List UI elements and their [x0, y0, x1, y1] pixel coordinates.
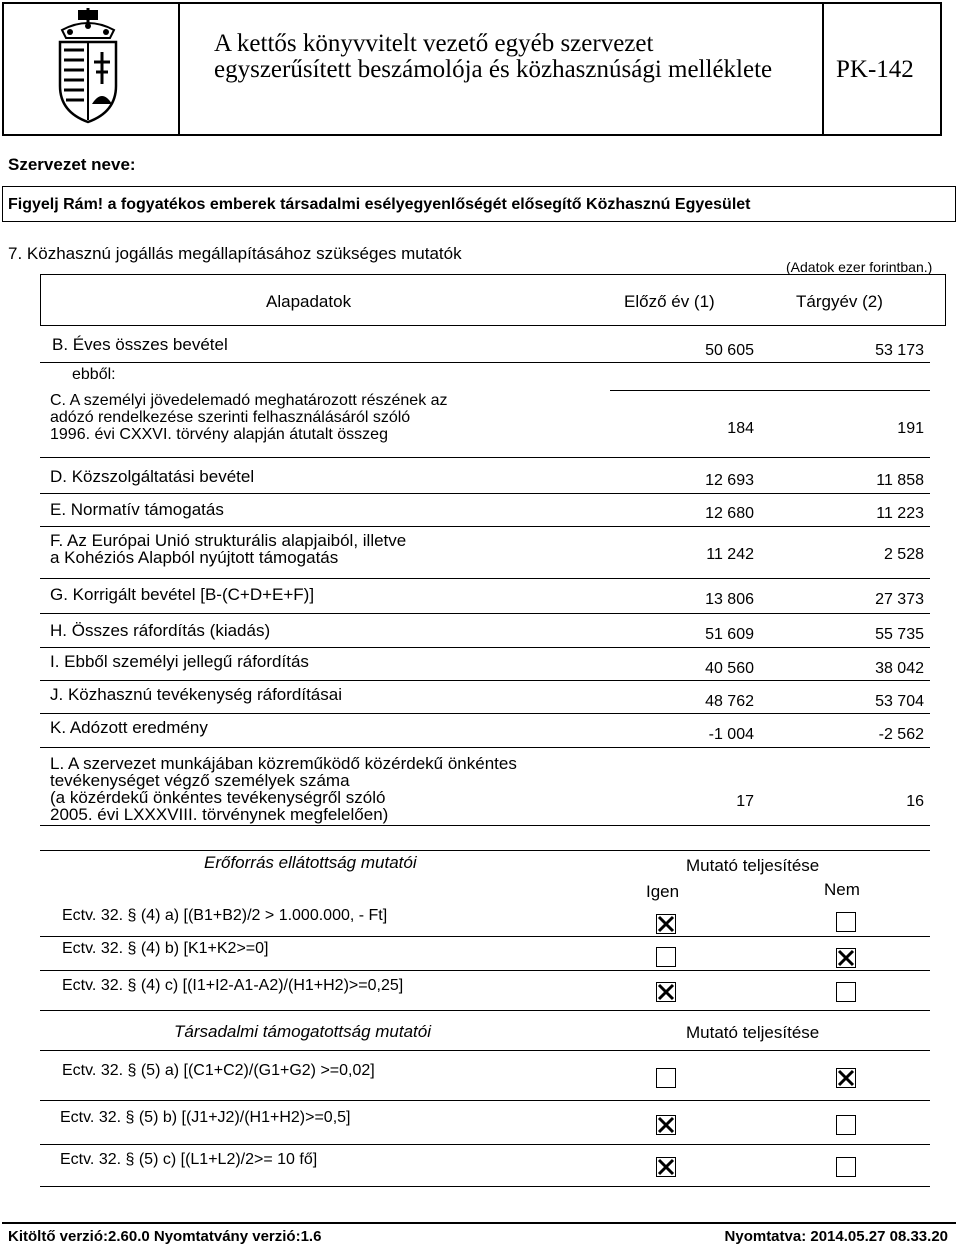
row-divider	[40, 970, 930, 971]
row-e-label: E. Normatív támogatás	[50, 500, 224, 519]
social-a-label: Ectv. 32. § (5) a) [(C1+C2)/(G1+G2) >=0,02]	[62, 1062, 375, 1079]
row-j-label: J. Közhasznú tevékenység ráfordításai	[50, 685, 342, 704]
row-k-prev: -1 004	[708, 726, 754, 743]
header-divider	[178, 2, 180, 134]
row-divider	[40, 747, 930, 748]
row-j-prev: 48 762	[705, 693, 754, 710]
row-d-prev: 12 693	[705, 472, 754, 489]
row-divider	[40, 1186, 930, 1187]
resource-c-no-checkbox[interactable]	[836, 982, 856, 1002]
row-divider	[40, 1050, 930, 1051]
no-header: Nem	[824, 880, 860, 899]
form-code: PK-142	[836, 56, 914, 83]
resource-a-label: Ectv. 32. § (4) a) [(B1+B2)/2 > 1.000.000, - Ft]	[62, 907, 388, 924]
resource-b-no-checkbox[interactable]	[836, 948, 856, 968]
row-h-prev: 51 609	[705, 626, 754, 643]
section-title: 7. Közhasznú jogállás megállapításához szükséges mutatók	[8, 244, 462, 263]
row-divider	[40, 1010, 930, 1011]
row-divider	[40, 578, 930, 579]
col-base-header: Alapadatok	[266, 292, 352, 311]
row-f-label: F. Az Európai Unió strukturális alapjaiból, illetve a Kohéziós Alapból nyújtott támogatás	[50, 531, 407, 567]
row-i-curr: 38 042	[875, 660, 924, 677]
row-d-label: D. Közszolgáltatási bevétel	[50, 467, 255, 486]
col-prev-header: Előző év (1)	[624, 292, 715, 311]
resources-result-title: Mutató teljesítése	[686, 856, 820, 875]
row-e-curr: 11 223	[876, 505, 924, 522]
row-divider	[40, 1100, 930, 1101]
resource-a-no-checkbox[interactable]	[836, 912, 856, 932]
row-g-label: G. Korrigált bevétel [B-(C+D+E+F)]	[50, 585, 315, 604]
footer-version: Kitöltő verzió:2.60.0 Nyomtatvány verzió:1.6	[8, 1228, 322, 1245]
row-l-curr: 16	[906, 793, 924, 810]
row-divider	[40, 457, 930, 458]
resource-c-yes-checkbox[interactable]	[656, 982, 676, 1002]
row-e-prev: 12 680	[705, 505, 754, 522]
row-divider	[40, 680, 930, 681]
row-divider	[610, 390, 930, 391]
row-c-label: C. A személyi jövedelemadó meghatározott részének az adózó rendelkezése szerinti felhasználásáról szóló 1996. évi CXXVI. törvény alapján átutalt összeg	[50, 392, 448, 443]
row-divider	[40, 526, 930, 527]
footer-printed: Nyomtatva: 2014.05.27 08.33.20	[724, 1228, 948, 1245]
ebbol-label: ebből:	[72, 366, 116, 383]
unit-note: (Adatok ezer forintban.)	[786, 259, 933, 275]
org-name-label: Szervezet neve:	[8, 155, 136, 174]
row-j-curr: 53 704	[875, 693, 924, 710]
row-divider	[40, 825, 930, 826]
row-h-label: H. Összes ráfordítás (kiadás)	[50, 621, 271, 640]
social-result-title: Mutató teljesítése	[686, 1023, 820, 1042]
social-b-yes-checkbox[interactable]	[656, 1115, 676, 1135]
row-i-prev: 40 560	[705, 660, 754, 677]
row-divider	[40, 713, 930, 714]
row-c-prev: 184	[727, 420, 754, 437]
social-b-label: Ectv. 32. § (5) b) [(J1+J2)/(H1+H2)>=0,5]	[60, 1109, 351, 1126]
row-f-curr: 2 528	[883, 546, 924, 563]
org-name-value: Figyelj Rám! a fogyatékos emberek társadalmi esélyegyenlőségét elősegítő Közhasznú Egyesület	[8, 196, 751, 213]
row-f-prev: 11 242	[706, 546, 754, 563]
row-divider	[40, 325, 930, 326]
row-divider	[40, 1144, 930, 1145]
row-h-curr: 55 735	[875, 626, 924, 643]
row-divider	[40, 613, 930, 614]
social-c-yes-checkbox[interactable]	[656, 1157, 676, 1177]
row-b-curr: 53 173	[875, 342, 924, 359]
row-g-curr: 27 373	[875, 591, 924, 608]
resource-c-label: Ectv. 32. § (4) c) [(I1+I2-A1-A2)/(H1+H2)>=0,25]	[62, 977, 404, 994]
social-a-yes-checkbox[interactable]	[656, 1068, 676, 1088]
form-title-line2: egyszerűsített beszámolója és közhasznúsági melléklete	[214, 56, 773, 83]
row-d-curr: 11 858	[876, 472, 924, 489]
resource-a-yes-checkbox[interactable]	[656, 914, 676, 934]
row-k-curr: -2 562	[878, 726, 924, 743]
row-divider	[40, 850, 930, 851]
row-l-label: L. A szervezet munkájában közreműködő közérdekű önkéntes tevékenységet végző személyek száma (a közérdekű önkéntes tevékenységről szóló 2005. évi LXXXVIII. törvénynek megfelelően)	[50, 754, 517, 824]
row-c-curr: 191	[897, 420, 924, 437]
row-i-label: I. Ebből személyi jellegű ráfordítás	[50, 652, 309, 671]
coat-of-arms-icon	[48, 8, 128, 126]
row-k-label: K. Adózott eredmény	[50, 718, 208, 737]
resource-b-yes-checkbox[interactable]	[656, 947, 676, 967]
row-b-label: B. Éves összes bevétel	[52, 335, 228, 354]
row-divider	[40, 647, 930, 648]
resource-b-label: Ectv. 32. § (4) b) [K1+K2>=0]	[62, 940, 269, 957]
social-title: Társadalmi támogatottság mutatói	[174, 1022, 432, 1041]
row-divider	[40, 362, 930, 363]
col-curr-header: Tárgyév (2)	[796, 292, 883, 311]
header-divider	[822, 2, 824, 134]
footer-rule	[2, 1222, 956, 1224]
row-b-prev: 50 605	[705, 342, 754, 359]
row-divider	[40, 493, 930, 494]
social-a-no-checkbox[interactable]	[836, 1068, 856, 1088]
social-c-label: Ectv. 32. § (5) c) [(L1+L2)/2>= 10 fő]	[60, 1151, 318, 1168]
resources-title: Erőforrás ellátottság mutatói	[204, 853, 417, 872]
row-divider	[40, 936, 930, 937]
yes-header: Igen	[646, 882, 680, 901]
row-l-prev: 17	[736, 793, 754, 810]
social-c-no-checkbox[interactable]	[836, 1157, 856, 1177]
form-title-line1: A kettős könyvvitelt vezető egyéb szervezet	[214, 30, 654, 57]
social-b-no-checkbox[interactable]	[836, 1115, 856, 1135]
row-g-prev: 13 806	[705, 591, 754, 608]
